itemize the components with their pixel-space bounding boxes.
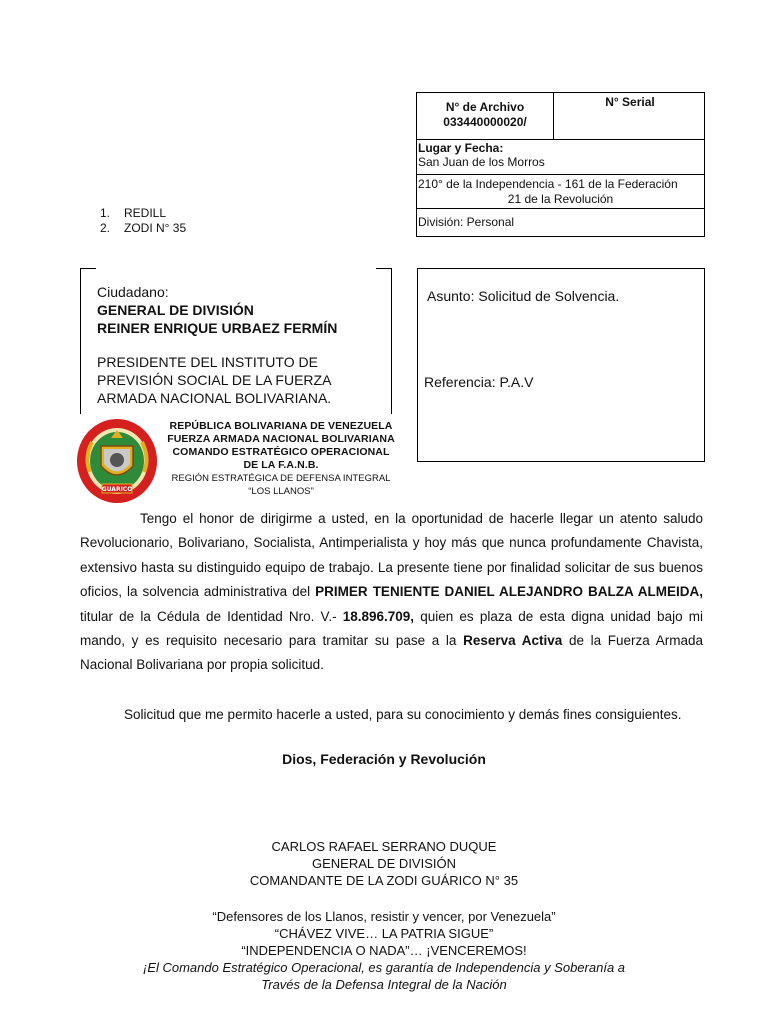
letter-paragraph-2 <box>80 703 703 727</box>
body-text-b: titular de la Cédula de Identidad Nro. V.- <box>80 608 343 624</box>
archivo-label: N° de Archivo <box>445 100 525 114</box>
list-item-number: 1. <box>100 206 111 220</box>
letter-paragraph-1 <box>80 507 703 678</box>
lugar-value: San Juan de los Morros <box>418 155 545 169</box>
institution-line-4: DE LA F.A.N.B. <box>243 459 319 471</box>
fecha-line-2: 21 de la Revolución <box>507 192 614 206</box>
archivo-value: 033440000020/ <box>443 115 527 129</box>
list-item-text: REDILL <box>124 206 167 220</box>
addressee-position-line-1: PRESIDENTE DEL INSTITUTO DE <box>97 354 318 370</box>
copies-list <box>100 206 186 236</box>
addressee-position-line-3: ARMADA NACIONAL BOLIVARIANA. <box>97 390 332 406</box>
bracket-tick-right <box>376 268 392 269</box>
body-text-a: Tengo el honor de dirigirme a usted, en la oportunidad de hacerle llegar un atento saludo Revolucionario, Bolivariano, Socialista, Antimperialista y hoy más que nunca profundamente Chavista, extensivo hasta su distinguido equipo de trabajo. La presente tiene por finalidad solicitar de sus buenos oficios, la solvencia administrativa del <box>80 511 703 600</box>
motto: Dios, Federación y Revolución <box>282 751 486 767</box>
addressee-box <box>80 268 392 414</box>
lugar-fecha-label: Lugar y Fecha: <box>418 141 504 155</box>
file-info-row-archivo <box>417 93 704 140</box>
subject-referencia: Referencia: P.A.V <box>424 374 534 390</box>
addressee-content <box>97 283 387 407</box>
slogans-block <box>0 908 768 993</box>
institution-header <box>156 420 406 498</box>
institution-line-5: REGIÓN ESTRATÉGICA DE DEFENSA INTEGRAL <box>171 473 391 484</box>
body-officer-name: PRIMER TENIENTE DANIEL ALEJANDRO BALZA ALMEIDA, <box>315 584 703 600</box>
bracket-tick-left <box>80 268 96 269</box>
signature-block <box>0 838 768 889</box>
subject-asunto: Asunto: Solicitud de Solvencia. <box>427 288 620 304</box>
zodi-emblem-icon <box>76 418 158 504</box>
signature-rank: GENERAL DE DIVISIÓN <box>312 856 456 871</box>
letter-body <box>80 507 703 678</box>
slogan-line-4: ¡El Comando Estratégico Operacional, es garantía de Independencia y Soberanía a <box>142 960 626 975</box>
slogan-line-1: “Defensores de los Llanos, resistir y vencer, por Venezuela” <box>212 909 556 924</box>
institution-line-3: COMANDO ESTRATÉGICO OPERACIONAL <box>172 446 390 458</box>
signature-position: COMANDANTE DE LA ZODI GUÁRICO N° 35 <box>249 873 519 888</box>
body-closing-text: Solicitud que me permito hacerle a usted, para su conocimiento y demás fines consiguientes. <box>124 707 682 722</box>
slogan-line-5: Través de la Defensa Integral de la Nación <box>261 977 507 992</box>
list-item <box>100 221 186 236</box>
addressee-rank: GENERAL DE DIVISIÓN <box>97 302 254 318</box>
body-id-number: 18.896.709, <box>342 608 415 624</box>
emblem-text: GUARICO <box>101 486 133 493</box>
signature-name: CARLOS RAFAEL SERRANO DUQUE <box>271 839 497 854</box>
subject-box <box>417 268 705 462</box>
fecha-line-1: 210° de la Independencia - 161 de la Federación <box>418 177 678 191</box>
addressee-position-line-2: PREVISIÓN SOCIAL DE LA FUERZA <box>97 372 332 388</box>
file-info-row-fecha <box>417 175 704 209</box>
addressee-salutation: Ciudadano: <box>97 284 169 300</box>
serial-label: N° Serial <box>605 95 655 109</box>
body-text-d: de la Fuerza Armada Nacional Bolivariana por propia solicitud. <box>80 633 703 673</box>
archivo-cell <box>417 93 554 139</box>
file-info-row-lugar <box>417 139 704 175</box>
bracket-left <box>80 268 81 414</box>
list-item <box>100 206 186 221</box>
list-item-text: ZODI N° 35 <box>124 221 187 235</box>
institution-line-2: FUERZA ARMADA NACIONAL BOLIVARIANA <box>167 433 395 445</box>
slogan-line-2: “CHÁVEZ VIVE… LA PATRIA SIGUE” <box>274 926 494 941</box>
addressee-name: REINER ENRIQUE URBAEZ FERMÍN <box>97 320 338 336</box>
body-text-c: quien es plaza de esta digna unidad bajo mi mando, y es requisito necesario para tramitar su pase a la <box>80 608 703 649</box>
division-value: División: Personal <box>418 215 515 229</box>
institution-line-6: “LOS LLANOS” <box>248 486 314 497</box>
institution-line-1: REPÚBLICA BOLIVARIANA DE VENEZUELA <box>169 420 393 432</box>
list-item-number: 2. <box>100 221 111 235</box>
slogan-line-3: “INDEPENDENCIA O NADA”… ¡VENCEREMOS! <box>241 943 527 958</box>
file-info-table <box>416 92 705 237</box>
body-reserva-activa: Reserva Activa <box>463 633 563 649</box>
bracket-right <box>391 268 392 414</box>
